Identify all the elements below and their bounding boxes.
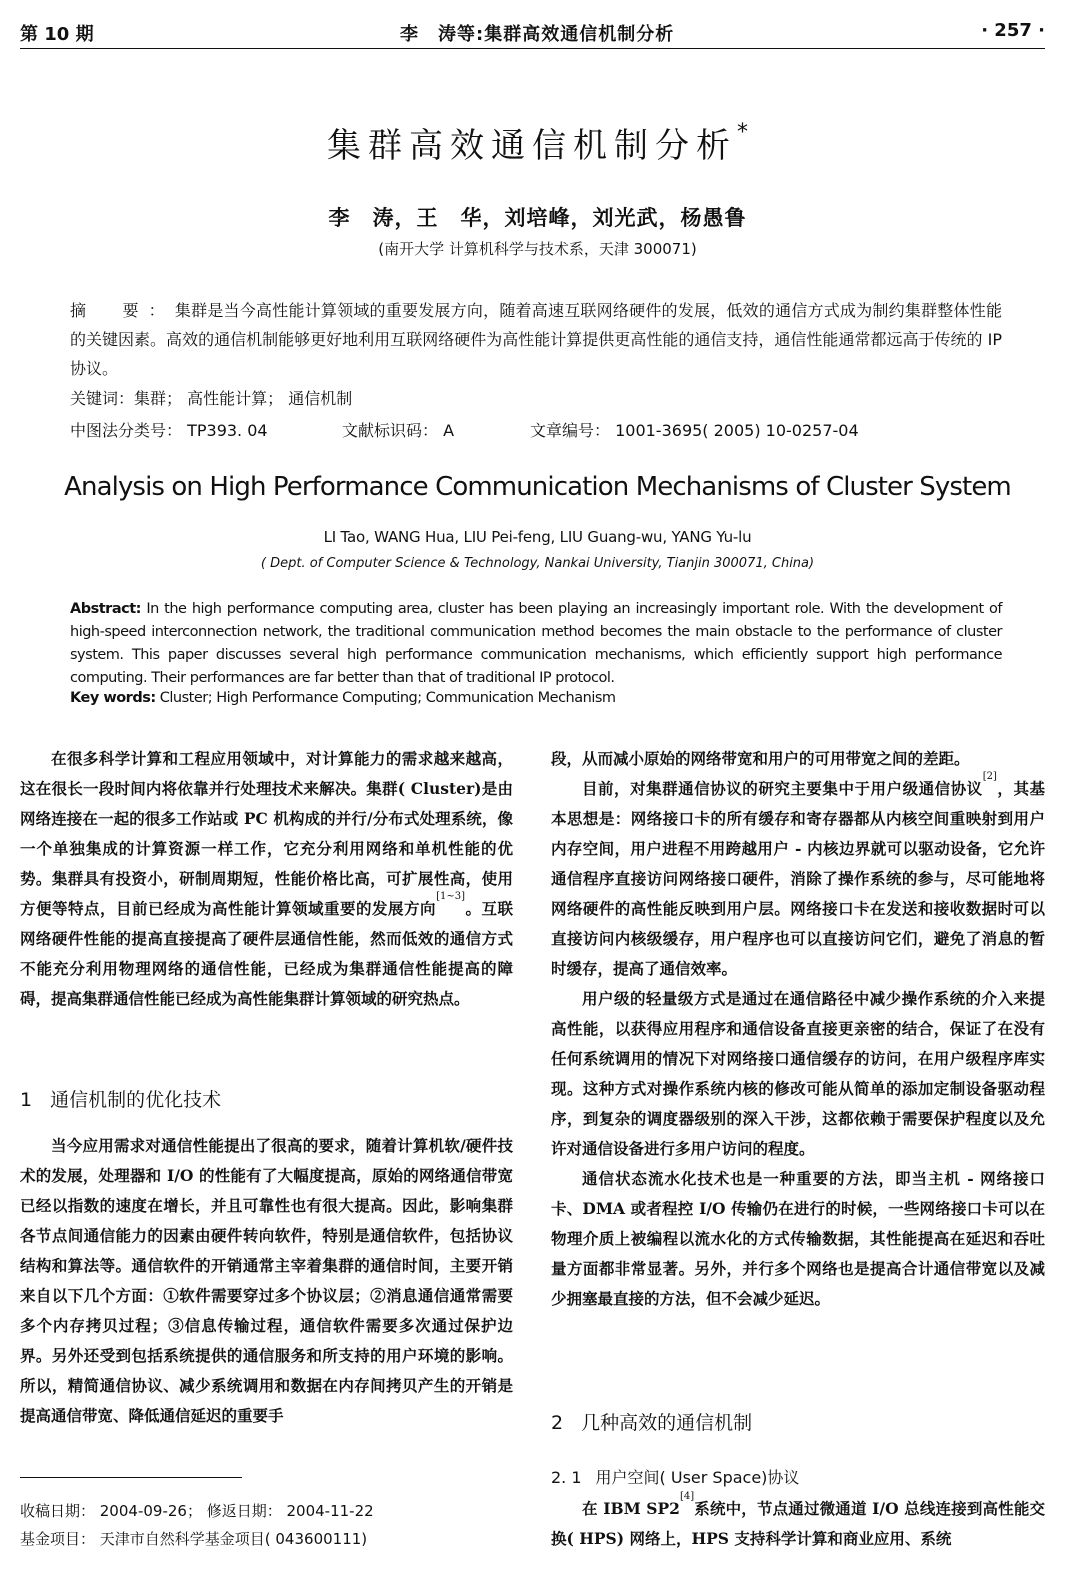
section-2-1-body (551, 1491, 1045, 1554)
affiliation: (南开大学 计算机科学与技术系，天津 300071) (378, 240, 697, 258)
abstract-zh-label: 摘 要： (70, 301, 175, 320)
citation-1-3: [1~3] (436, 891, 465, 902)
citation-4: [4] (679, 1491, 695, 1502)
running-header (20, 18, 1045, 49)
abstract-en (70, 598, 1002, 690)
affiliation-en: ( Dept. of Computer Science & Technology, Nankai University, Tianjin 300071, China) (260, 556, 815, 571)
citation-2: [2] (982, 771, 997, 782)
section-1-number: 1 (20, 1089, 33, 1111)
lightweight-paragraph: 用户级的轻量级方式是通过在通信路径中减少操作系统的介入来提高性能，以获得应用程序和通信设备直接更亲密的结合，保证了在没有任何系统调用的情况下对网络接口通信缓存的访问，在用户级程序库实现。这种方式对操作系统内核的修改可能从简单的添加定制设备驱动程序，到复杂的调度器级别的深入干涉，这都依赖于需要保护程度以及允许对通信设备进行多用户访问的程度。 (551, 989, 1045, 1158)
author-list-en: LI Tao, WANG Hua, LIU Pei-feng, LIU Guang-wu, YANG Yu-lu (323, 528, 752, 546)
section-2-heading (551, 1408, 752, 1435)
footnote-dates: 收稿日期： 2004-09-26； 修返日期： 2004-11-22 (20, 1502, 374, 1520)
abstract-zh (70, 296, 1002, 383)
abstract-zh-text: 集群是当今高性能计算领域的重要发展方向，随着高速互联网络硬件的发展，低效的通信方式成为制约集群整体性能的关键因素。高效的通信机制能够更好地利用互联网络硬件为高性能计算提供更高性能的通信支持，通信性能通常都远高于传统的 IP 协议。 (70, 301, 1002, 378)
section-2-1-title: 用户空间( User Space)协议 (595, 1468, 800, 1487)
paper-title-text: 集群高效通信机制分析 (327, 126, 737, 166)
section-2-title: 几种高效的通信机制 (581, 1412, 753, 1434)
keywords-en (70, 690, 616, 706)
keywords-zh-label: 关键词： (70, 389, 135, 408)
intro-paragraph (20, 744, 513, 1014)
document-code: 文献标识码： A (342, 421, 455, 440)
paper-title-en: Analysis on High Performance Communication Mechanisms of Cluster System (64, 472, 1011, 502)
intro-text-a: 在很多科学计算和工程应用领域中，对计算能力的需求越来越高，这在很长一段时间内将依靠并行处理技术来解决。集群( Cluster)是由网络连接在一起的很多工作站或 PC 机构成的并行/分布式处理系统，像一个单独集成的计算资源一样工作，它充分利用网络和单机性能的优势。集群具有投资小，研制周期短，性能价格比高，可扩展性高，使用方便等特点，目前已经成为高性能计算领域重要的发展方向 (20, 749, 513, 918)
author-list: 李 涛，王 华，刘培峰，刘光武，杨愚鲁 (328, 205, 747, 230)
abstract-en-text: In the high performance computing area, cluster has been playing an increasingly important role. With the development of high-speed interconnection network, the traditional communication method becomes the main obstacle to the performance of cluster system. This paper discusses several high performance communication mechanisms, which efficiently support high performance computing. Their performances are far better than that of traditional IP protocol. (70, 601, 1002, 686)
keywords-en-label: Key words: (70, 690, 156, 706)
section-2-1-number: 2. 1 (551, 1468, 582, 1487)
issue-number: 第 10 期 (20, 24, 94, 45)
footnote-divider (20, 1477, 242, 1478)
intro-text-b: 。互联网络硬件性能的提高直接提高了硬件层通信性能，然而低效的通信方式不能充分利用物理网络的通信性能，已经成为集群通信性能提高的障碍，提高集群通信性能已经成为高性能集群计算领域的研究热点。 (20, 899, 513, 1008)
para2-text-b: ，其基本思想是：网络接口卡的所有缓存和寄存器都从内核空间重映射到用户内存空间，用户进程不用跨越用户 - 内核边界就可以驱动设备，它允许通信程序直接访问网络接口硬件，消除了操作系统的参与，尽可能地将网络硬件的高性能反映到用户层。网络接口卡在发送和接收数据时可以直接访问内核级缓存，用户程序也可以直接访问它们，避免了消息的暂时缓存，提高了通信效率。 (551, 779, 1045, 978)
section-2-1-heading (551, 1465, 799, 1488)
section-2-1-paragraph (551, 1491, 1045, 1554)
section-1-body (20, 1131, 513, 1431)
running-title: 李 涛等:集群高效通信机制分析 (400, 24, 675, 45)
abstract-en-label: Abstract: (70, 601, 141, 617)
right-column (551, 744, 1045, 1314)
paper-title (0, 118, 1075, 167)
keywords-zh-text: 集群； 高性能计算； 通信机制 (134, 389, 353, 408)
section-1-paragraph: 当今应用需求对通信性能提出了很高的要求，随着计算机软/硬件技术的发展，处理器和 I/O 的性能有了大幅度提高，原始的网络通信带宽已经以指数的速度在增长，并且可靠性也有很大提高。因此，影响集群各节点间通信能力的因素由硬件转向软件，特别是通信软件，包括协议结构和算法等。通信软件的开销通常主宰着集群的通信时间，主要开销来自以下几个方面：①软件需要穿过多个协议层；②消息通信通常需要多个内存拷贝过程；③信息传输过程，通信软件需要多次通过保护边界。另外还受到包括系统提供的通信服务和所支持的用户环境的影响。所以，精简通信协议、减少系统调用和数据在内存间拷贝产生的开销是提高通信带宽、降低通信延迟的重要手 (20, 1136, 513, 1425)
footnote-fund: 基金项目： 天津市自然科学基金项目( 043600111) (20, 1530, 368, 1548)
article-number: 文章编号： 1001-3695( 2005) 10-0257-04 (530, 421, 859, 440)
user-level-protocol-paragraph (551, 771, 1045, 984)
section-2-number: 2 (551, 1412, 564, 1434)
pipelining-paragraph: 通信状态流水化技术也是一种重要的方法，即当主机 - 网络接口卡、DMA 或者程控 I/O 传输仍在进行的时候，一些网络接口卡可以在物理介质上被编程以流水化的方式传输数据，其性能提高在延迟和吞吐量方面都非常显著。另外，并行多个网络也是提高合计通信带宽以及减少拥塞最直接的方法，但不会减少延迟。 (551, 1169, 1045, 1308)
clc-number: 中图法分类号： TP393. 04 (70, 421, 268, 440)
sp2-text-a: 在 IBM SP2 (582, 1499, 680, 1518)
keywords-zh (70, 386, 352, 409)
left-column (20, 744, 513, 1014)
keywords-en-text: Cluster; High Performance Computing; Communication Mechanism (159, 690, 616, 706)
continued-paragraph: 段，从而减小原始的网络带宽和用户的可用带宽之间的差距。 (551, 749, 970, 768)
sp2-text-b: 系统中，节点通过微通道 I/O 总线连接到高性能交换( HPS) 网络上，HPS 支持科学计算和商业应用、系统 (551, 1499, 1045, 1548)
page-number: · 257 · (981, 20, 1045, 41)
title-footnote-mark: * (737, 119, 748, 145)
section-1-heading (20, 1085, 221, 1112)
para2-text-a: 目前，对集群通信协议的研究主要集中于用户级通信协议 (582, 779, 983, 798)
section-1-title: 通信机制的优化技术 (50, 1089, 222, 1111)
